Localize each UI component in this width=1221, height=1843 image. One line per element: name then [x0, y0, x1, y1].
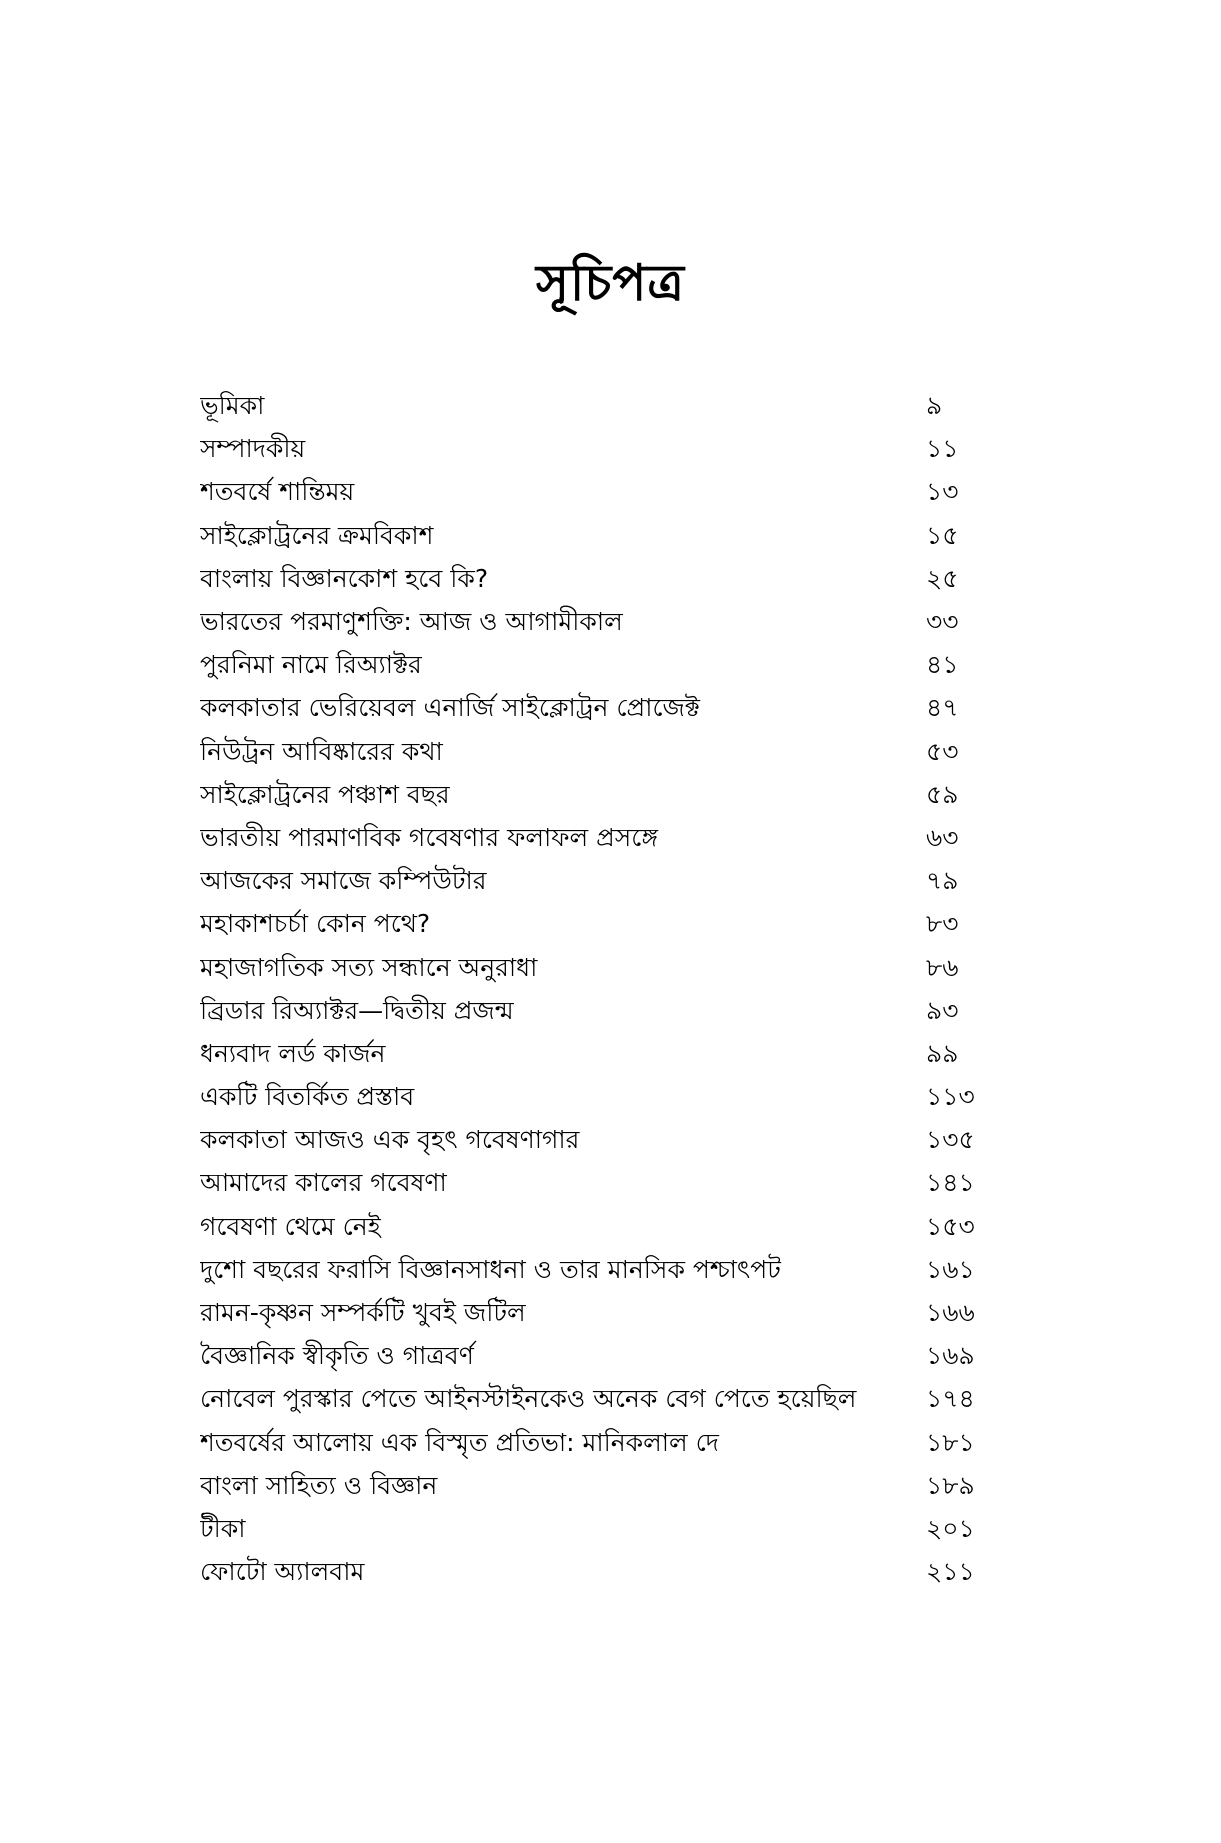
toc-entry: [200, 1250, 990, 1293]
toc-entry: [200, 732, 990, 775]
table-of-contents: [200, 386, 990, 1595]
toc-entry-page-number: ৯: [926, 391, 943, 421]
toc-entry-title: কলকাতার ভেরিয়েবল এনার্জি সাইক্লোট্রন প্রোজেক্ট: [200, 693, 700, 723]
toc-entry-title: সম্পাদকীয়: [200, 434, 306, 464]
toc-entry-page-number: ১৩: [926, 477, 959, 507]
toc-entry: [200, 1077, 990, 1120]
toc-entry: [200, 516, 990, 559]
toc-entry-page-number: ১৭৪: [926, 1384, 975, 1414]
toc-entry-page-number: ২০১: [926, 1513, 975, 1543]
toc-entry-page-number: ৭৯: [926, 866, 959, 896]
toc-entry-page-number: ১৬৯: [926, 1341, 975, 1371]
page-title: সূচিপত্র: [536, 254, 685, 312]
toc-entry-page-number: ৫৩: [926, 736, 959, 766]
toc-entry: [200, 645, 990, 688]
toc-entry-page-number: ১৮১: [926, 1427, 975, 1457]
toc-entry-title: শতবর্ষের আলোয় এক বিস্মৃত প্রতিভা: মানিকলাল দে: [200, 1427, 719, 1457]
toc-entry-page-number: ৪১: [926, 650, 959, 680]
toc-entry-page-number: ১৫৩: [926, 1211, 975, 1241]
toc-entry-page-number: ৯৩: [926, 995, 959, 1025]
toc-entry: [200, 947, 990, 990]
toc-entry-title: মহাকাশচর্চা কোন পথে?: [200, 909, 431, 939]
toc-entry: [200, 775, 990, 818]
toc-entry-title: ব্রিডার রিঅ্যাক্টর—দ্বিতীয় প্রজন্ম: [200, 995, 514, 1025]
toc-entry: [200, 1423, 990, 1466]
toc-entry-title: একটি বিতর্কিত প্রস্তাব: [200, 1082, 415, 1112]
toc-entry: [200, 1379, 990, 1422]
toc-entry-page-number: ৫৯: [926, 779, 959, 809]
toc-entry-title: পুরনিমা নামে রিঅ্যাক্টর: [200, 650, 422, 680]
toc-entry-page-number: ৮৬: [926, 952, 959, 982]
toc-entry-page-number: ১৬৬: [926, 1298, 975, 1328]
toc-entry-title: আজকের সমাজে কম্পিউটার: [200, 866, 487, 896]
toc-entry: [200, 1207, 990, 1250]
toc-entry-title: বৈজ্ঞানিক স্বীকৃতি ও গাত্রবর্ণ: [200, 1341, 474, 1371]
toc-entry-title: সাইক্লোট্রনের ক্রমবিকাশ: [200, 520, 434, 550]
toc-entry: [200, 559, 990, 602]
toc-entry-title: নিউট্রন আবিষ্কারের কথা: [200, 736, 443, 766]
toc-entry: [200, 1466, 990, 1509]
toc-entry: [200, 602, 990, 645]
toc-entry-title: রামন-কৃষ্ণন সম্পর্কটি খুবই জটিল: [200, 1298, 526, 1328]
toc-entry-title: ভূমিকা: [200, 391, 265, 421]
toc-entry-title: ভারতের পরমাণুশক্তি: আজ ও আগামীকাল: [200, 607, 623, 637]
toc-entry: [200, 904, 990, 947]
toc-entry-title: মহাজাগতিক সত্য সন্ধানে অনুরাধা: [200, 952, 538, 982]
toc-entry: [200, 861, 990, 904]
toc-entry-page-number: ১১: [926, 434, 959, 464]
toc-entry: [200, 991, 990, 1034]
toc-entry-title: সাইক্লোট্রনের পঞ্চাশ বছর: [200, 779, 450, 809]
toc-entry-title: ধন্যবাদ লর্ড কার্জন: [200, 1038, 386, 1068]
toc-entry-title: কলকাতা আজও এক বৃহৎ গবেষণাগার: [200, 1125, 580, 1155]
toc-entry-page-number: ৬৩: [926, 822, 959, 852]
toc-entry-title: বাংলা সাহিত্য ও বিজ্ঞান: [200, 1470, 438, 1500]
toc-entry-title: বাংলায় বিজ্ঞানকোশ হবে কি?: [200, 563, 489, 593]
toc-entry: [200, 1120, 990, 1163]
toc-entry-title: শতবর্ষে শান্তিময়: [200, 477, 355, 507]
toc-entry: [200, 429, 990, 472]
toc-entry: [200, 818, 990, 861]
toc-entry-page-number: ৯৯: [926, 1038, 959, 1068]
toc-entry: [200, 1293, 990, 1336]
toc-entry-title: ফোটো অ্যালবাম: [200, 1557, 365, 1587]
toc-entry: [200, 688, 990, 731]
toc-entry-page-number: ৩৩: [926, 607, 959, 637]
toc-entry: [200, 472, 990, 515]
toc-entry-title: গবেষণা থেমে নেই: [200, 1211, 381, 1241]
toc-entry-title: ভারতীয় পারমাণবিক গবেষণার ফলাফল প্রসঙ্গে: [200, 822, 658, 852]
toc-entry-page-number: ১৩৫: [926, 1125, 975, 1155]
toc-entry: [200, 1336, 990, 1379]
toc-entry-page-number: ১৫: [926, 520, 959, 550]
toc-entry-title: নোবেল পুরস্কার পেতে আইনস্টাইনকেও অনেক বেগ পেতে হয়েছিল: [200, 1384, 857, 1414]
toc-entry: [200, 386, 990, 429]
toc-entry: [200, 1509, 990, 1552]
toc-entry-page-number: ৪৭: [926, 693, 959, 723]
toc-entry: [200, 1034, 990, 1077]
toc-entry: [200, 1163, 990, 1206]
toc-entry-title: দুশো বছরের ফরাসি বিজ্ঞানসাধনা ও তার মানসিক পশ্চাৎপট: [200, 1254, 781, 1284]
toc-entry-page-number: ১৬১: [926, 1254, 975, 1284]
toc-entry-page-number: ১৮৯: [926, 1470, 975, 1500]
toc-entry-page-number: ১১৩: [926, 1082, 975, 1112]
toc-entry-title: টীকা: [200, 1513, 246, 1543]
toc-entry-page-number: ১৪১: [926, 1168, 975, 1198]
toc-entry-title: আমাদের কালের গবেষণা: [200, 1168, 447, 1198]
toc-entry-page-number: ৮৩: [926, 909, 959, 939]
toc-entry-page-number: ২৫: [926, 563, 959, 593]
toc-entry-page-number: ২১১: [926, 1557, 975, 1587]
toc-entry: [200, 1552, 990, 1595]
